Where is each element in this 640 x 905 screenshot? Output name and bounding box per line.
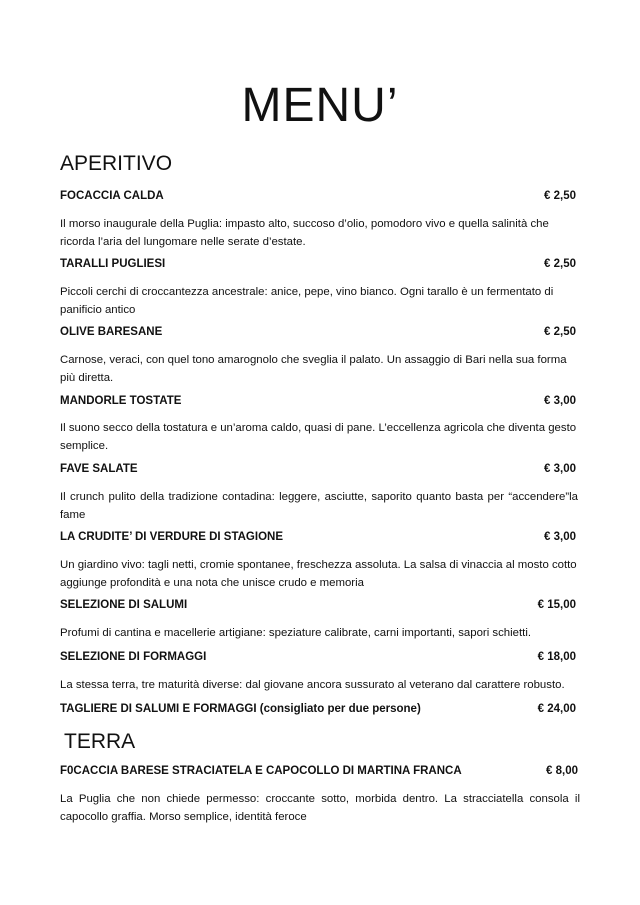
item-price: € 24,00: [537, 703, 576, 715]
page-title: MENU’: [241, 79, 399, 132]
item-name: FAVE SALATE: [60, 463, 138, 475]
item-price: € 15,00: [537, 599, 576, 611]
item-name: OLIVE BARESANE: [60, 326, 163, 338]
section-heading-terra: TERRA: [64, 730, 136, 753]
item-name: SELEZIONE DI SALUMI: [60, 599, 188, 611]
item-description: Profumi di cantina e macellerie artigiane: speziature calibrate, carni importanti, sapori schietti.: [60, 627, 532, 639]
item-price: € 3,00: [544, 463, 576, 475]
menu-item-row: [60, 326, 576, 338]
item-description: Un giardino vivo: tagli netti, cromie spontanee, freschezza assoluta. La salsa di vinaccia al mosto cotto aggiunge profondità e una nota che unisce crudo e memoria: [60, 559, 577, 589]
item-description: La Puglia che non chiede permesso: croccante sotto, morbida dentro. La stracciatella consola il capocollo graffia. Morso semplice, identità feroce: [60, 793, 580, 823]
item-description: La stessa terra, tre maturità diverse: dal giovane ancora sussurato al veterano dal carattere robusto.: [60, 679, 565, 691]
menu-item-row: [60, 599, 576, 611]
item-name: LA CRUDITE’ DI VERDURE DI STAGIONE: [60, 531, 283, 543]
menu-item-row: [60, 258, 576, 270]
item-price: € 3,00: [544, 531, 576, 543]
item-name: TAGLIERE DI SALUMI E FORMAGGI (consigliato per due persone): [60, 703, 421, 715]
item-price: € 2,50: [544, 190, 576, 202]
item-description: Il morso inaugurale della Puglia: impasto alto, succoso d’olio, pomodoro vivo e quella salinità che ricorda l’aria del lungomare nelle serate d’estate.: [60, 218, 549, 248]
item-description: Il suono secco della tostatura e un’aroma caldo, quasi di pane. L’eccellenza agricola che diventa gesto semplice.: [60, 422, 577, 452]
item-description: Piccoli cerchi di croccantezza ancestrale: anice, pepe, vino bianco. Ogni tarallo è un fermentato di panificio antico: [60, 286, 554, 316]
menu-item-row: [60, 395, 576, 407]
item-description: Carnose, veraci, con quel tono amarognolo che sveglia il palato. Un assaggio di Bari nella sua forma più diretta.: [60, 354, 567, 384]
item-name: SELEZIONE DI FORMAGGI: [60, 651, 207, 663]
menu-item-row: [60, 190, 576, 202]
item-name: TARALLI PUGLIESI: [60, 258, 166, 270]
item-name: FOCACCIA CALDA: [60, 190, 164, 202]
item-price: € 18,00: [537, 651, 576, 663]
menu-item-row: [60, 703, 576, 715]
item-price: € 3,00: [544, 395, 576, 407]
item-price: € 2,50: [544, 258, 576, 270]
menu-item-row: [60, 531, 576, 543]
section-heading-aperitivo: APERITIVO: [60, 152, 173, 175]
item-price: € 2,50: [544, 326, 576, 338]
item-price: € 8,00: [546, 765, 578, 777]
item-description: Il crunch pulito della tradizione contadina: leggere, asciutte, saporito quanto basta per “accendere”la fame: [60, 491, 578, 521]
item-name: F0CACCIA BARESE STRACIATELA E CAPOCOLLO DI MARTINA FRANCA: [60, 765, 462, 777]
item-name: MANDORLE TOSTATE: [60, 395, 182, 407]
menu-item-row: [60, 765, 578, 777]
menu-item-row: [60, 463, 576, 475]
menu-item-row: [60, 651, 576, 663]
